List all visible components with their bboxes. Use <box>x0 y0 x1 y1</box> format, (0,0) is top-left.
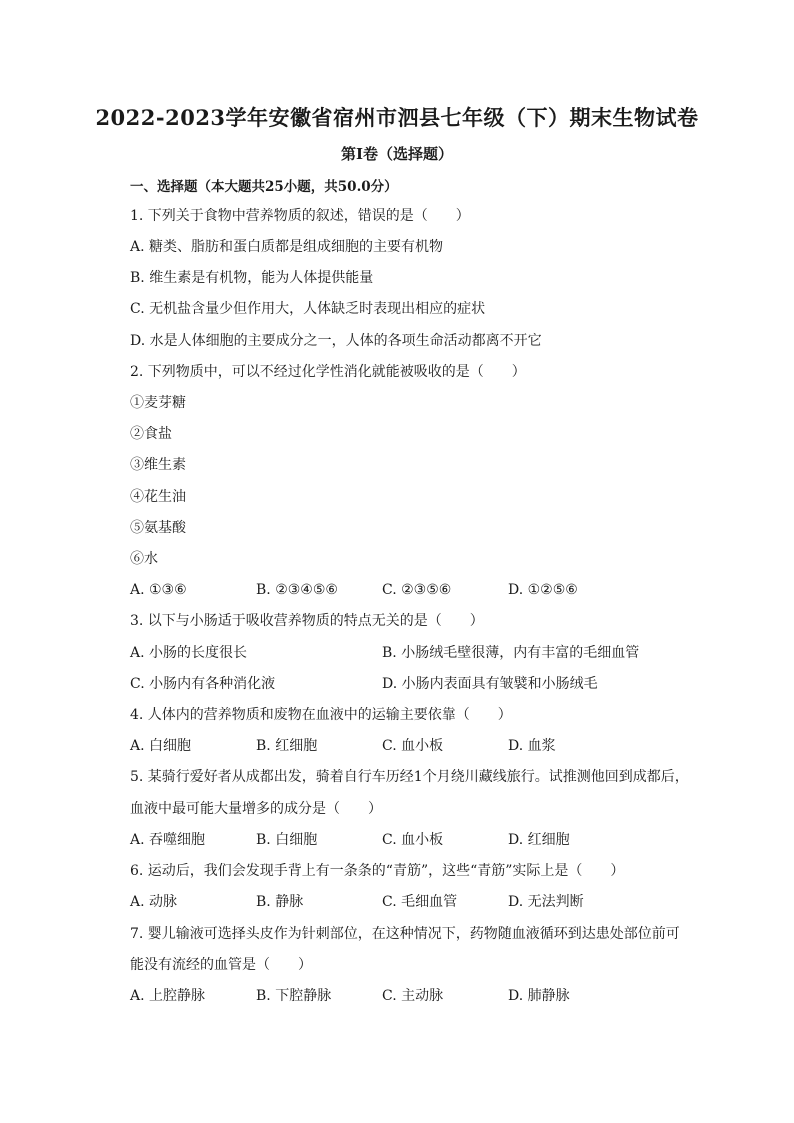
question-2-item-5: ⑤氨基酸 <box>130 520 186 536</box>
question-1-stem: 1. 下列关于食物中营养物质的叙述，错误的是（ ） <box>130 208 470 224</box>
question-5-option-d: D. 红细胞 <box>508 832 570 848</box>
question-4-option-a: A. 白细胞 <box>130 738 192 754</box>
question-6-option-d: D. 无法判断 <box>508 894 584 910</box>
question-3-option-d: D. 小肠内表面具有皱襞和小肠绒毛 <box>382 676 598 692</box>
question-5-stem-line-2: 血液中最可能大量增多的成分是（ ） <box>130 801 382 817</box>
question-4-stem: 4. 人体内的营养物质和废物在血液中的运输主要依靠（ ） <box>130 707 512 723</box>
question-7-stem-line-1: 7. 婴儿输液可选择头皮作为针刺部位，在这种情况下，药物随血液循环到达患处部位前可 <box>130 926 680 942</box>
question-3-option-c: C. 小肠内有各种消化液 <box>130 676 276 692</box>
question-7-option-a: A. 上腔静脉 <box>130 988 206 1004</box>
question-4-option-d: D. 血浆 <box>508 738 556 754</box>
question-2-stem: 2. 下列物质中，可以不经过化学性消化就能被吸收的是（ ） <box>130 364 526 380</box>
question-1-option-b: B. 维生素是有机物，能为人体提供能量 <box>130 270 374 286</box>
question-2-option-c: C. ②③⑤⑥ <box>382 582 452 598</box>
question-2-item-1: ①麦芽糖 <box>130 395 186 411</box>
section-heading: 一、选择题（本大题共25小题，共50.0分） <box>130 179 398 195</box>
question-7-option-d: D. 肺静脉 <box>508 988 570 1004</box>
question-2-item-3: ③维生素 <box>130 457 186 473</box>
question-2-item-6: ⑥水 <box>130 551 158 567</box>
question-7-stem-line-2: 能没有流经的血管是（ ） <box>130 957 312 973</box>
question-6-stem: 6. 运动后，我们会发现手背上有一条条的“青筋”，这些“青筋”实际上是（ ） <box>130 863 625 879</box>
question-2-item-4: ④花生油 <box>130 489 186 505</box>
question-5-option-a: A. 吞噬细胞 <box>130 832 206 848</box>
question-7-option-c: C. 主动脉 <box>382 988 444 1004</box>
question-1-option-d: D. 水是人体细胞的主要成分之一，人体的各项生命活动都离不开它 <box>130 333 542 349</box>
question-4-option-c: C. 血小板 <box>382 738 444 754</box>
question-2-option-a: A. ①③⑥ <box>130 582 187 598</box>
question-5-option-c: C. 血小板 <box>382 832 444 848</box>
question-6-option-a: A. 动脉 <box>130 894 178 910</box>
exam-title: 2022-2023学年安徽省宿州市泗县七年级（下）期末生物试卷 <box>95 105 699 130</box>
question-3-option-b: B. 小肠绒毛壁很薄，内有丰富的毛细血管 <box>382 645 640 661</box>
question-6-option-b: B. 静脉 <box>256 894 304 910</box>
question-6-option-c: C. 毛细血管 <box>382 894 458 910</box>
question-5-stem-line-1: 5. 某骑行爱好者从成都出发，骑着自行车历经1个月绕川藏线旅行。试推测他回到成都后， <box>130 769 689 785</box>
question-4-option-b: B. 红细胞 <box>256 738 318 754</box>
question-2-option-d: D. ①②⑤⑥ <box>508 582 578 598</box>
question-1-option-c: C. 无机盐含量少但作用大，人体缺乏时表现出相应的症状 <box>130 301 486 317</box>
question-7-option-b: B. 下腔静脉 <box>256 988 332 1004</box>
question-5-option-b: B. 白细胞 <box>256 832 318 848</box>
paper-part-title: 第I卷（选择题） <box>340 145 454 163</box>
question-2-option-b: B. ②③④⑤⑥ <box>256 582 338 598</box>
question-3-option-a: A. 小肠的长度很长 <box>130 645 248 661</box>
question-2-item-2: ②食盐 <box>130 426 172 442</box>
question-1-option-a: A. 糖类、脂肪和蛋白质都是组成细胞的主要有机物 <box>130 239 444 255</box>
question-3-stem: 3. 以下与小肠适于吸收营养物质的特点无关的是（ ） <box>130 613 484 629</box>
